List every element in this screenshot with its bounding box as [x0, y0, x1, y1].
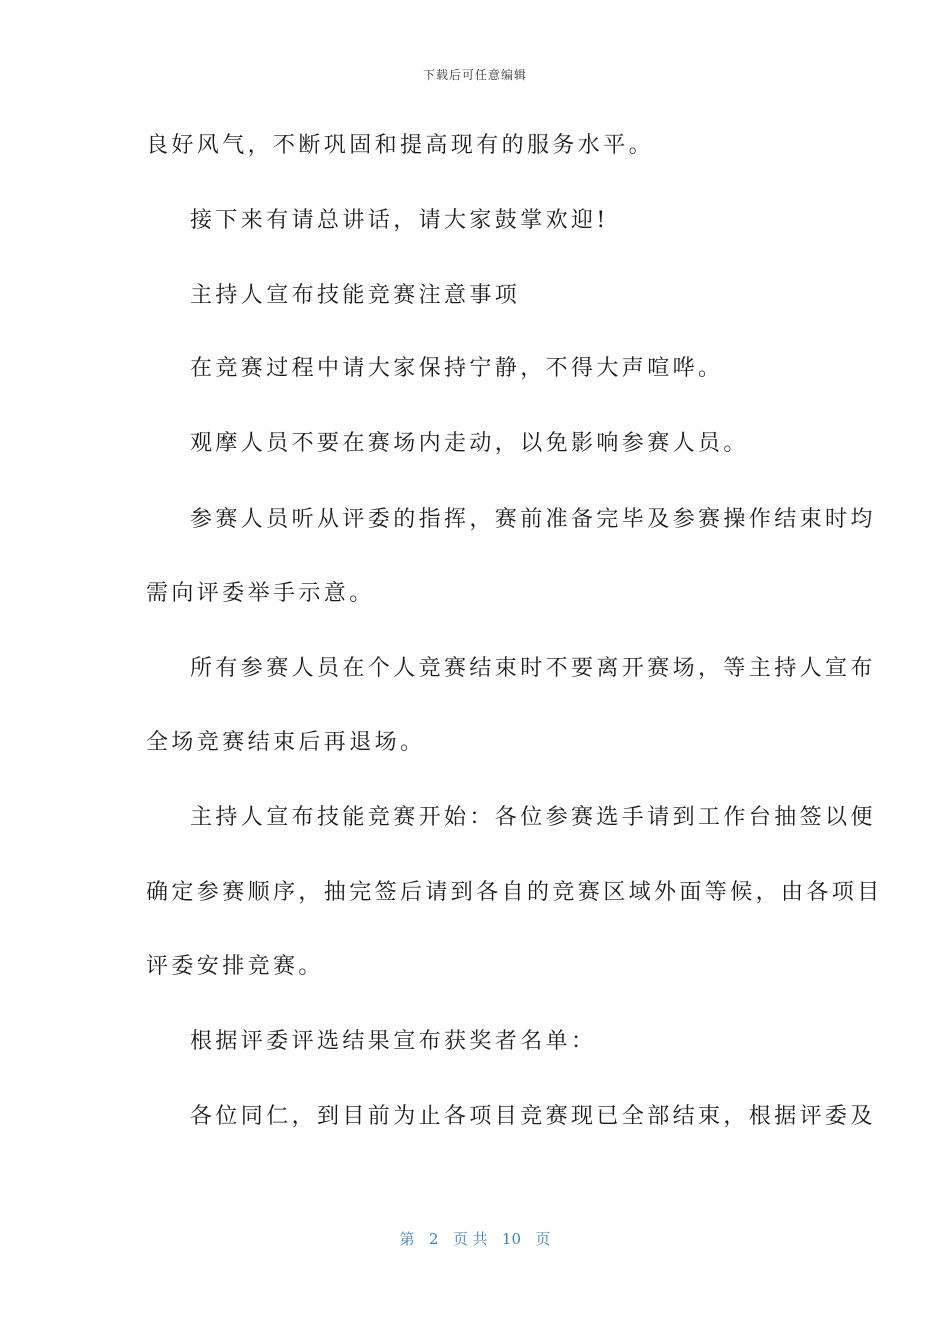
- text-line: 主持人宣布技能竞赛开始：各位参赛选手请到工作台抽签以便: [190, 805, 876, 830]
- total-suffix: 页: [535, 1230, 551, 1248]
- text-line: 各位同仁，到目前为止各项目竞赛现已全部结束，根据评委及: [190, 1104, 876, 1129]
- text-line: 接下来有请总讲话，请大家鼓掌欢迎!: [190, 208, 609, 233]
- page-suffix: 页 共: [452, 1230, 488, 1248]
- text-line: 在竞赛过程中请大家保持宁静，不得大声喧哗。: [190, 356, 724, 381]
- text-line: 评委安排竞赛。: [146, 954, 324, 979]
- page-label: 第: [399, 1230, 415, 1248]
- text-line: 根据评委评选结果宣布获奖者名单：: [190, 1029, 597, 1054]
- page-number: 2: [428, 1230, 439, 1248]
- text-line: 需向评委举手示意。: [146, 581, 375, 606]
- text-line: 良好风气，不断巩固和提高现有的服务水平。: [146, 133, 655, 158]
- header-note: 下载后可任意编辑: [422, 68, 527, 82]
- text-line: 主持人宣布技能竞赛注意事项: [190, 283, 521, 308]
- text-line: 观摩人员不要在赛场内走动，以免影响参赛人员。: [190, 431, 749, 456]
- text-line: 参赛人员听从评委的指挥，赛前准备完毕及参赛操作结束时均: [190, 507, 876, 532]
- text-line: 所有参赛人员在个人竞赛结束时不要离开赛场，等主持人宣布: [190, 656, 876, 681]
- page-footer: [0, 1228, 950, 1249]
- text-line: 全场竞赛结束后再退场。: [146, 730, 426, 755]
- text-line: 确定参赛顺序，抽完签后请到各自的竞赛区域外面等候，由各项目: [146, 880, 883, 905]
- total-pages: 10: [501, 1230, 522, 1248]
